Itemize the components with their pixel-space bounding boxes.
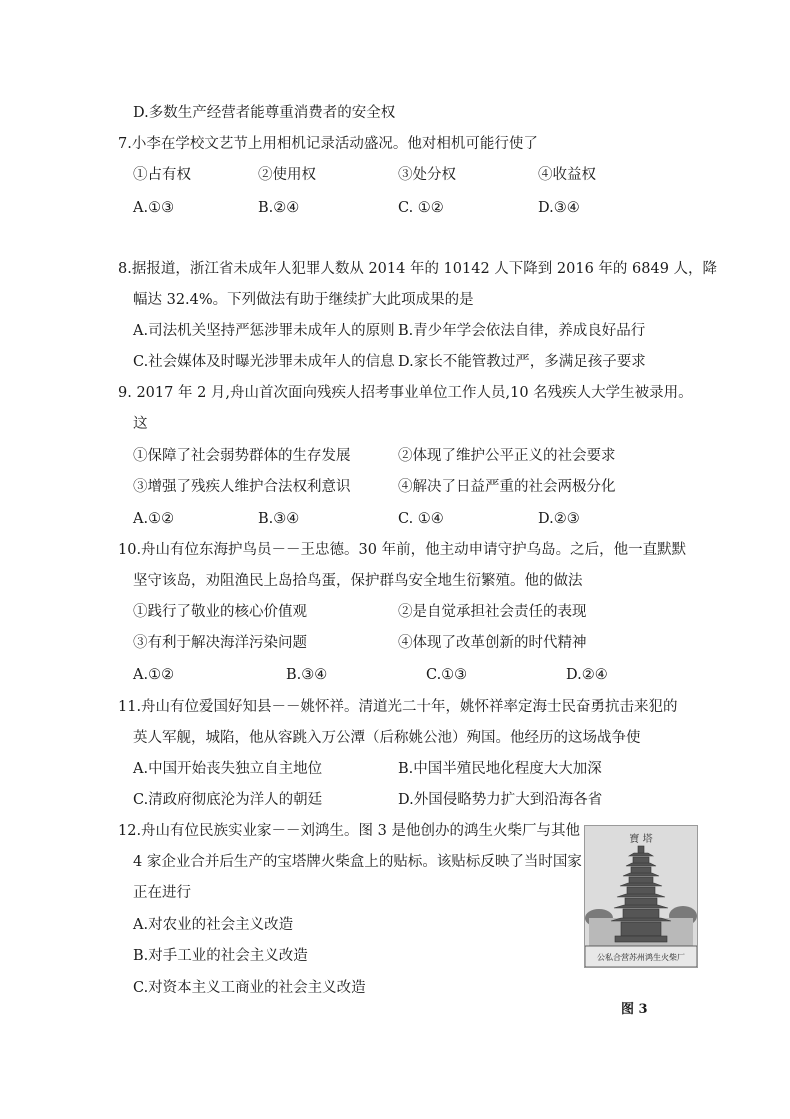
q7-stem: 7.小李在学校文艺节上用相机记录活动盛况。他对相机可能行使了	[118, 136, 538, 152]
q7-item-4: ④收益权	[538, 167, 596, 183]
q8-choice-d: D.家长不能管教过严，多满足孩子要求	[398, 354, 646, 370]
figure-caption: 图 3	[621, 1002, 648, 1017]
q7-choice-c: C. ①②	[398, 200, 444, 216]
q8-choice-a: A.司法机关坚持严惩涉罪未成年人的原则	[133, 323, 395, 339]
q12-choice-c: C.对资本主义工商业的社会主义改造	[133, 980, 366, 996]
q7-item-2: ②使用权	[258, 167, 316, 183]
pagoda-matchbox-label-image	[584, 825, 698, 968]
q12-choice-a: A.对农业的社会主义改造	[133, 917, 294, 933]
q10-item-3: ③有利于解决海洋污染问题	[133, 635, 307, 651]
q12-stem-line-3: 正在进行	[133, 885, 191, 901]
q9-stem-line-2: 这	[133, 416, 148, 432]
figure-top-text: 寶 塔	[629, 834, 653, 845]
q10-item-1: ①践行了敬业的核心价值观	[133, 604, 307, 620]
q6-option-d: D.多数生产经营者能尊重消费者的安全权	[133, 105, 396, 121]
q9-choice-c: C. ①④	[398, 511, 444, 527]
q10-choice-c: C.①③	[426, 667, 468, 683]
q10-choice-a: A.①②	[133, 667, 175, 683]
q11-choice-a: A.中国开始丧失独立自主地位	[133, 761, 323, 777]
q7-choice-a: A.①③	[133, 200, 175, 216]
q10-stem-line-2: 坚守该岛，劝阻渔民上岛拾鸟蛋，保护群鸟安全地生衍繁殖。他的做法	[133, 573, 583, 589]
q10-choice-d: D.②④	[566, 667, 608, 683]
q9-choice-b: B.③④	[258, 511, 300, 527]
q9-stem-line-1: 9. 2017 年 2 月,舟山首次面向残疾人招考事业单位工作人员,10 名残疾人大学生被录用。	[118, 385, 693, 401]
q7-choice-b: B.②④	[258, 200, 300, 216]
q12-choice-b: B.对手工业的社会主义改造	[133, 948, 308, 964]
q11-choice-d: D.外国侵略势力扩大到沿海各省	[398, 792, 603, 808]
q11-stem-line-1: 11.舟山有位爱国好知县－－姚怀祥。清道光二十年，姚怀祥率定海士民奋勇抗击来犯的	[118, 699, 678, 715]
q8-stem-line-2: 幅达 32.4%。下列做法有助于继续扩大此项成果的是	[133, 292, 474, 308]
q9-item-1: ①保障了社会弱势群体的生存发展	[133, 448, 351, 464]
q7-item-3: ③处分权	[398, 167, 456, 183]
q9-item-4: ④解决了日益严重的社会两极分化	[398, 479, 616, 495]
q10-choice-b: B.③④	[286, 667, 328, 683]
q12-stem-line-2: 4 家企业合并后生产的宝塔牌火柴盒上的贴标。该贴标反映了当时国家	[133, 854, 582, 870]
q11-stem-line-2: 英人军舰，城陷，他从容跳入万公潭（后称姚公池）殉国。他经历的这场战争使	[133, 730, 641, 746]
q8-stem-line-1: 8.据报道，浙江省未成年人犯罪人数从 2014 年的 10142 人下降到 2016 年的 6849 人，降	[118, 261, 718, 277]
q9-choice-d: D.②③	[538, 511, 580, 527]
q10-stem-line-1: 10.舟山有位东海护鸟员－－王忠德。30 年前，他主动申请守护乌岛。之后，他一直默默	[118, 542, 687, 558]
q7-choice-d: D.③④	[538, 200, 580, 216]
q12-stem-line-1: 12.舟山有位民族实业家－－刘鸿生。图 3 是他创办的鸿生火柴厂与其他	[118, 823, 581, 839]
q9-choice-a: A.①②	[133, 511, 175, 527]
q9-item-2: ②体现了维护公平正义的社会要求	[398, 448, 616, 464]
q9-item-3: ③增强了残疾人维护合法权利意识	[133, 479, 351, 495]
q11-choice-b: B.中国半殖民地化程度大大加深	[398, 761, 602, 777]
q8-choice-c: C.社会媒体及时曝光涉罪未成年人的信息	[133, 354, 395, 370]
q8-choice-b: B.青少年学会依法自律，养成良好品行	[398, 323, 646, 339]
figure-bottom-text: 公私合营苏州鸿生火柴厂	[597, 953, 685, 962]
q10-item-4: ④体现了改革创新的时代精神	[398, 635, 587, 651]
q11-choice-c: C.清政府彻底沦为洋人的朝廷	[133, 792, 323, 808]
q7-item-1: ①占有权	[133, 167, 191, 183]
q10-item-2: ②是自觉承担社会责任的表现	[398, 604, 587, 620]
pagoda-illustration	[585, 826, 697, 967]
